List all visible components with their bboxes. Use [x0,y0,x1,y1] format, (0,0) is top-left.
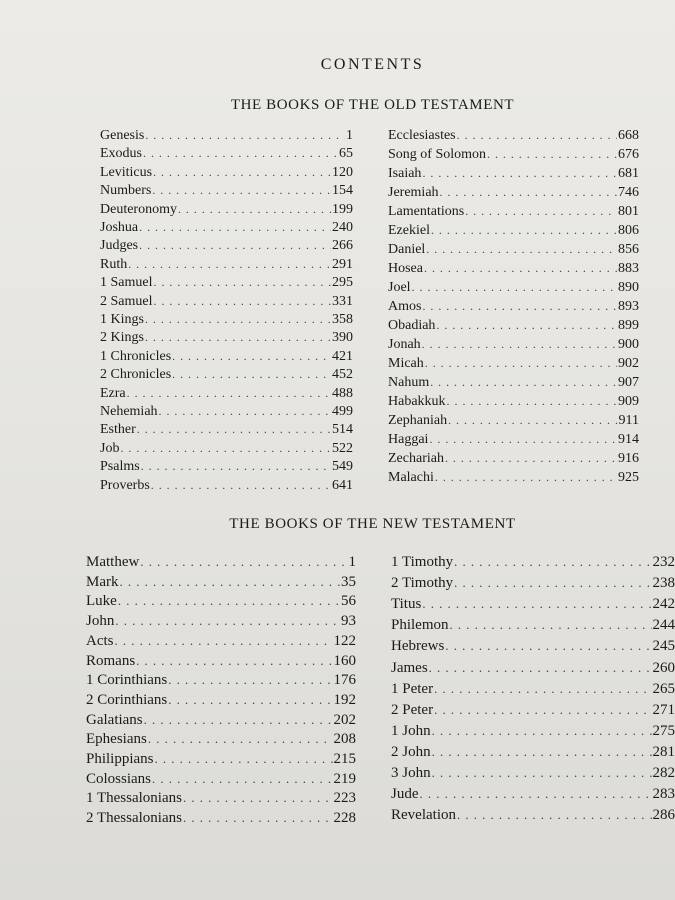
toc-entry [100,128,353,144]
dot-leader [422,597,651,612]
toc-entry [391,596,675,613]
book-name: Hosea [388,261,423,276]
page-number: 801 [618,204,639,219]
dot-leader [137,422,331,437]
page-number: 35 [341,573,356,590]
book-name: 1 Thessalonians [86,790,182,807]
toc-entry [391,660,675,677]
dot-leader [127,386,331,401]
book-name: Hebrews [391,638,445,655]
toc-entry [391,723,675,740]
dot-leader [422,299,617,314]
book-name: Luke [86,593,117,610]
page-number: 93 [341,613,356,630]
book-name: Ruth [100,256,128,272]
toc-entry [100,386,353,402]
book-name: Daniel [388,242,426,257]
toc-entry [388,147,639,163]
book-name: 2 Chronicles [100,367,172,383]
book-name: 2 Thessalonians [86,810,182,827]
dot-leader [420,787,652,802]
toc-entry [100,422,353,438]
toc-entry [388,242,639,258]
book-name: Lamentations [388,204,465,219]
page-number: 282 [652,765,675,781]
page-number: 421 [332,348,353,364]
toc-entry [391,638,675,655]
book-name: Amos [388,299,422,314]
book-name: James [391,659,428,676]
book-name: 2 Samuel [100,293,153,309]
toc-entry [391,681,675,698]
dot-leader [454,555,651,570]
dot-leader [115,614,340,629]
toc-entry [100,257,353,273]
page-number: 232 [652,554,675,570]
new-testament-heading: THE BOOKS OF THE NEW TESTAMENT [229,516,516,532]
dot-leader [118,594,340,609]
dot-leader [143,146,338,161]
dot-leader [120,575,341,590]
book-name: Psalms [100,459,140,475]
page-number: 199 [332,201,353,217]
toc-entry [388,470,639,486]
dot-leader [424,261,617,276]
page-title: CONTENTS [320,56,425,73]
dot-leader [154,294,332,309]
dot-leader [440,185,617,200]
page-number: 641 [332,477,353,493]
book-name: 1 Timothy [391,554,454,570]
page-number: 275 [652,722,675,739]
book-name: 2 Corinthians [86,691,168,708]
book-name: Jude [391,786,419,803]
page-number: 192 [333,691,356,708]
dot-leader [431,223,617,238]
page-number: 228 [333,810,356,827]
dot-leader [183,791,333,806]
page-number: 154 [332,183,353,199]
page-number: 223 [333,790,356,807]
book-name: Ezra [100,385,126,401]
toc-entry [86,554,356,571]
page-number: 668 [618,128,639,143]
page-number: 911 [618,413,639,428]
dot-leader [144,713,333,728]
page-number: 245 [652,638,675,655]
book-name: Joel [388,280,411,295]
toc-entry [100,238,353,254]
page-number: 215 [333,751,356,767]
toc-entry [388,432,639,448]
toc-entry [100,312,353,328]
page-number: 909 [618,394,639,409]
page-number: 56 [341,593,356,610]
page-number: 883 [618,261,639,276]
toc-entry [388,128,639,144]
page-number: 856 [618,242,639,257]
dot-leader [139,220,331,235]
dot-leader [178,202,331,217]
toc-entry [388,375,639,391]
page-number: 914 [618,432,639,447]
toc-entry [86,751,356,768]
toc-entry [391,786,675,803]
dot-leader [115,634,333,649]
book-name: 2 Peter [391,701,434,718]
page-number: 514 [332,422,353,438]
toc-entry [388,299,639,315]
dot-leader [152,183,331,198]
book-name: 1 Chronicles [100,348,172,364]
book-name: Obadiah [388,318,436,333]
dot-leader [432,766,652,781]
book-name: Galatians [86,711,143,728]
page-number: 283 [652,786,675,803]
page-number: 549 [332,459,353,475]
page-number: 202 [333,711,356,728]
toc-entry [86,712,356,729]
page-number: 681 [618,166,639,181]
dot-leader [434,703,651,718]
page-number: 291 [332,256,353,272]
book-name: Revelation [391,807,456,824]
dot-leader [445,639,651,654]
dot-leader [151,478,331,493]
toc-entry [388,413,639,429]
book-name: Proverbs [100,477,150,493]
toc-entry [100,404,353,420]
book-name: Ephesians [86,731,147,748]
toc-entry [86,771,356,788]
toc-entry [100,367,353,383]
dot-leader [128,257,331,272]
book-name: 2 Kings [100,330,144,346]
book-name: Exodus [100,146,142,162]
dot-leader [432,745,652,760]
dot-leader [429,661,652,676]
dot-leader [445,451,617,466]
page-number: 1 [346,128,353,143]
book-name: Zephaniah [388,413,448,428]
dot-leader [172,349,331,364]
page-number: 160 [333,652,356,669]
dot-leader [168,673,332,688]
dot-leader [152,772,332,787]
dot-leader [434,682,651,697]
page-number: 902 [618,356,639,371]
dot-leader [159,404,331,419]
book-name: Numbers [100,183,152,199]
dot-leader [412,280,617,295]
toc-entry [388,280,639,296]
dot-leader [139,238,331,253]
dot-leader [436,318,617,333]
toc-entry [391,807,675,824]
book-name: 1 Samuel [100,275,153,291]
page-number: 925 [618,470,639,485]
toc-entry [100,275,353,291]
book-name: Deuteronomy [100,201,177,217]
book-name: Matthew [86,554,140,570]
page-number: 176 [333,672,356,689]
dot-leader [457,128,617,143]
page-number: 240 [332,220,353,235]
dot-leader [447,394,617,409]
page-number: 358 [332,312,353,327]
toc-entry [100,294,353,310]
toc-entry [391,702,675,719]
toc-entry [100,478,353,494]
page-number: 806 [618,223,639,238]
book-name: Nehemiah [100,404,158,419]
page-number: 295 [332,275,353,291]
page-number: 907 [618,375,639,390]
toc-entry [86,593,356,610]
dot-leader [148,732,333,747]
page-number: 238 [652,575,675,592]
toc-entry [86,653,356,670]
toc-entry [100,202,353,218]
toc-entry [388,318,639,334]
book-name: Ezekiel [388,223,430,238]
dot-leader [465,204,617,219]
toc-entry [100,459,353,475]
book-name: Philemon [391,617,449,634]
dot-leader [145,312,331,327]
page-number: 281 [652,743,675,760]
toc-entry [388,451,639,467]
book-name: Titus [391,596,422,613]
book-name: Habakkuk [388,394,446,409]
old-testament-heading: THE BOOKS OF THE OLD TESTAMENT [230,97,515,113]
toc-entry [391,744,675,761]
page-number: 286 [652,807,675,824]
book-name: Jonah [388,337,421,352]
dot-leader [425,356,617,371]
toc-entry [100,165,353,181]
toc-entry [388,166,639,182]
book-name: Romans [86,652,136,669]
page-number: 893 [618,299,639,314]
toc-entry [388,261,639,277]
book-name: Song of Solomon [388,147,487,162]
page-number: 499 [332,404,353,419]
page-number: 265 [652,680,675,697]
dot-leader [168,693,332,708]
book-name: Colossians [86,770,152,787]
page-number: 1 [348,554,356,570]
toc-entry [86,790,356,807]
toc-entry [388,223,639,239]
dot-leader [430,375,617,390]
toc-entry [86,672,356,689]
page-number: 242 [652,596,675,613]
book-name: Micah [388,356,424,371]
toc-entry [86,731,356,748]
book-name: Leviticus [100,164,153,180]
page-number: 65 [339,146,353,162]
page-number: 208 [333,731,356,748]
page-number: 746 [618,185,639,200]
dot-leader [435,470,617,485]
toc-entry [391,575,675,592]
dot-leader [448,413,617,428]
toc-entry [86,613,356,630]
dot-leader [450,618,652,633]
book-name: 1 John [391,722,431,739]
toc-entry [86,574,356,591]
page-number: 890 [618,280,639,295]
toc-entry [100,349,353,365]
book-name: Malachi [388,470,434,485]
book-name: Jeremiah [388,185,439,200]
toc-entry [100,220,353,236]
book-name: 1 Kings [100,312,144,327]
page-number: 916 [618,451,639,466]
toc-entry [100,183,353,199]
dot-leader [154,275,332,290]
page-number: 676 [618,147,639,162]
book-name: Ecclesiastes [388,128,456,143]
book-name: Philippians [86,751,154,767]
dot-leader [432,724,652,739]
toc-entry [86,633,356,650]
book-name: Zechariah [388,451,444,466]
toc-entry [388,337,639,353]
toc-entry [100,441,353,457]
toc-entry [391,765,675,782]
dot-leader [429,432,617,447]
dot-leader [141,459,331,474]
toc-entry [391,554,675,571]
dot-leader [172,367,331,382]
page-number: 266 [332,238,353,254]
dot-leader [155,752,333,767]
book-name: Mark [86,573,119,590]
dot-leader [136,654,332,669]
book-name: 3 John [391,765,431,781]
page-number: 244 [652,617,675,634]
dot-leader [145,330,331,345]
toc-entry [388,394,639,410]
page-number: 260 [652,659,675,676]
book-name: 1 Corinthians [86,672,168,689]
dot-leader [426,242,617,257]
page-number: 219 [333,770,356,787]
book-name: Isaiah [388,166,422,181]
dot-leader [454,576,651,591]
page-number: 452 [332,367,353,383]
dot-leader [153,165,331,180]
dot-leader [183,811,333,826]
dot-leader [487,147,617,162]
page-number: 120 [332,164,353,180]
dot-leader [457,808,652,823]
dot-leader [140,555,347,570]
book-name: 1 Peter [391,680,434,697]
toc-entry [388,204,639,220]
book-name: Job [100,440,120,456]
book-name: Acts [86,632,114,649]
book-name: Esther [100,422,136,438]
book-name: John [86,613,115,630]
page-number: 900 [618,337,639,352]
toc-entry [388,185,639,201]
page-number: 331 [332,293,353,309]
toc-entry [86,810,356,827]
book-name: Joshua [100,220,139,235]
book-name: Haggai [388,432,429,447]
toc-entry [388,356,639,372]
dot-leader [422,337,617,352]
dot-leader [145,128,345,143]
dot-leader [422,166,617,181]
page-number: 522 [332,440,353,456]
toc-entry [86,692,356,709]
toc-entry [100,146,353,162]
book-name: Genesis [100,128,145,143]
toc-entry [100,330,353,346]
page-number: 271 [652,701,675,718]
book-name: Nahum [388,375,430,390]
book-name: 2 John [391,743,431,760]
page-number: 390 [332,330,353,346]
book-name: 2 Timothy [391,575,454,592]
book-name: Judges [100,238,139,254]
toc-entry [391,617,675,634]
page-number: 122 [333,632,356,649]
page-number: 899 [618,318,639,333]
dot-leader [120,441,331,456]
page-number: 488 [332,385,353,401]
